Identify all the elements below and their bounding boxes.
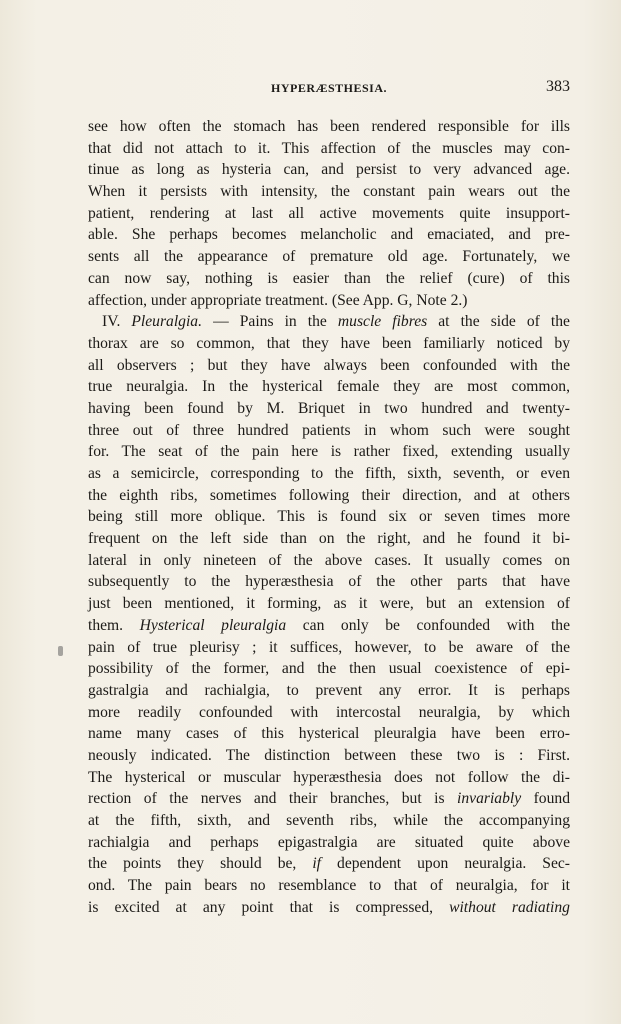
ink-smudge <box>58 646 63 656</box>
text-span: IV. <box>102 313 132 331</box>
text-line <box>88 615 570 637</box>
text-line: patient, rendering at last all active movements quite insupport- <box>88 204 570 222</box>
text-line: rachialgia and perhaps epigastralgia are situated quite above <box>88 833 570 851</box>
text-line: subsequently to the hyperæsthesia of the other parts that have <box>88 573 570 591</box>
text-line: affection, under appropriate treatment. (See App. G, Note 2.) <box>88 291 468 309</box>
text-line <box>88 897 570 919</box>
page-number: 383 <box>546 78 570 95</box>
italic-phrase: without radiating <box>449 898 570 916</box>
text-line: more readily confounded with intercostal neuralgia, by which <box>88 703 570 721</box>
text-line: just been mentioned, it forming, as it were, but an extension of <box>88 595 570 613</box>
text-span: found <box>521 790 570 808</box>
text-line: being still more oblique. This is found six or seven times more <box>88 508 570 526</box>
text-span: at the side of the <box>427 313 570 331</box>
italic-phrase: Pleuralgia. <box>131 313 203 331</box>
text-line <box>88 311 570 333</box>
text-line <box>88 853 570 875</box>
text-line: sents all the appearance of premature old age. Fortunately, we <box>88 248 570 266</box>
italic-phrase: muscle fibres <box>337 313 428 331</box>
text-line: having been found by M. Briquet in two hundred and twenty- <box>88 399 570 417</box>
text-line: possibility of the former, and the then usual coexistence of epi- <box>88 660 570 678</box>
text-line: The hysterical or muscular hyperæsthesia does not follow the di- <box>88 768 570 786</box>
text-line: see how often the stomach has been rendered responsible for ills <box>88 118 570 135</box>
text-line: able. She perhaps becomes melancholic and emaciated, and pre- <box>88 226 570 244</box>
text-line: neously indicated. The distinction between these two is : First. <box>88 746 570 764</box>
italic-phrase: if <box>312 855 322 873</box>
running-head: HYPERÆSTHESIA. <box>270 81 388 95</box>
text-line: tinue as long as hysteria can, and persist to very advanced age. <box>88 161 570 179</box>
text-line: for. The seat of the pain here is rather fixed, extending usually <box>88 443 570 461</box>
text-line: the eighth ribs, sometimes following their direction, and at others <box>88 486 570 504</box>
text-line: When it persists with intensity, the constant pain wears out the <box>88 183 570 201</box>
text-span: — Pains in the <box>202 313 338 331</box>
text-line: three out of three hundred patients in whom such were sought <box>88 421 570 439</box>
text-line: lateral in only nineteen of the above cases. It usually comes on <box>88 551 570 569</box>
text-span: can only be confounded with the <box>286 616 571 634</box>
text-line: true neuralgia. In the hysterical female they are most common, <box>88 378 570 396</box>
page-header <box>88 78 570 98</box>
italic-phrase: invariably <box>457 790 522 808</box>
text-line: at the fifth, sixth, and seventh ribs, while the accompanying <box>88 812 570 829</box>
text-line <box>88 788 570 810</box>
text-line: can now say, nothing is easier than the relief (cure) of this <box>88 269 570 287</box>
text-span: the points they should be, <box>88 855 313 873</box>
text-span: dependent upon neuralgia. Sec- <box>321 855 570 873</box>
text-line: gastralgia and rachialgia, to prevent any error. It is perhaps <box>88 681 570 699</box>
text-line: all observers ; but they have always been confounded with the <box>88 356 570 374</box>
text-line: frequent on the left side than on the right, and he found it bi- <box>88 530 570 548</box>
text-span: rection of the nerves and their branches, but is <box>88 790 458 808</box>
text-line: thorax are so common, that they have been familiarly noticed by <box>88 334 570 352</box>
text-line: pain of true pleurisy ; it suffices, however, to be aware of the <box>88 638 570 656</box>
text-span: them. <box>88 616 140 634</box>
italic-phrase: Hysterical pleuralgia <box>139 616 287 634</box>
text-line: name many cases of this hysterical pleuralgia have been erro- <box>88 725 570 743</box>
text-line: that did not attach to it. This affection of the muscles may con- <box>88 139 570 157</box>
text-line: ond. The pain bears no resemblance to that of neuralgia, for it <box>88 877 570 895</box>
body-text <box>88 116 570 918</box>
text-line: as a semicircle, corresponding to the fifth, sixth, seventh, or even <box>88 465 570 482</box>
text-span: is excited at any point that is compressed, <box>88 898 450 916</box>
